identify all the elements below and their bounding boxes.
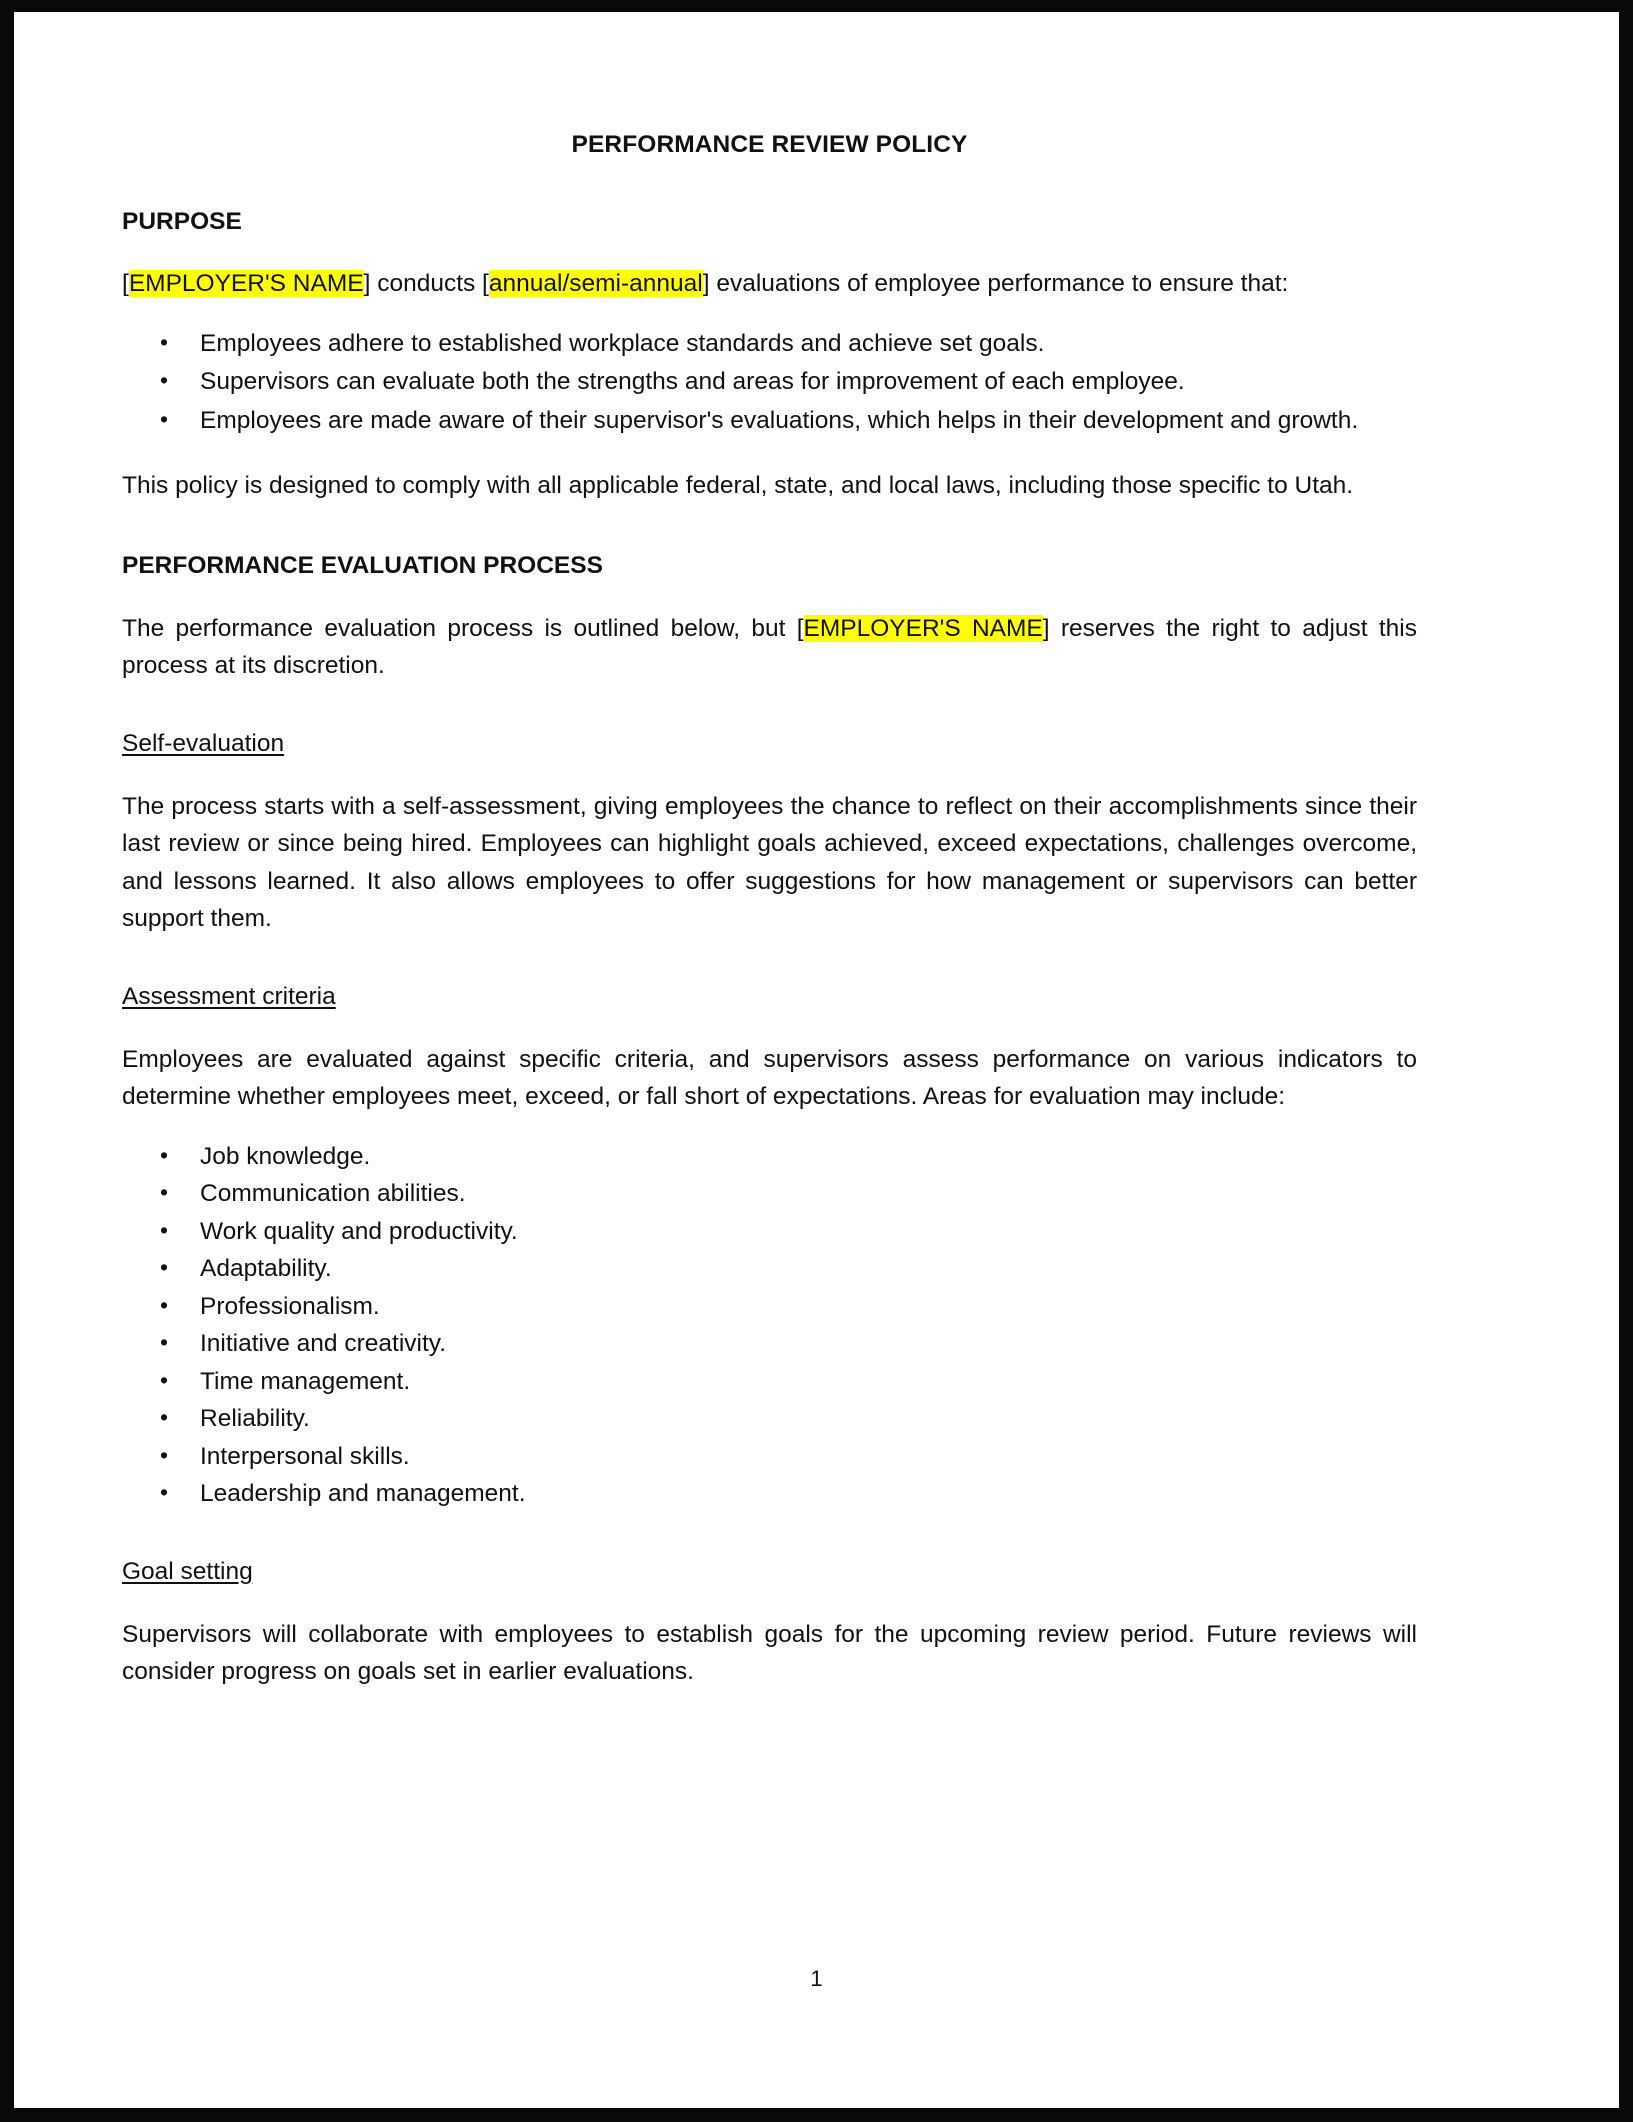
purpose-intro-tail: ] evaluations of employee performance to ensure that: — [702, 270, 1289, 298]
sub-heading-self-evaluation — [122, 727, 1417, 760]
sub-heading-assessment-criteria — [122, 980, 1417, 1013]
document-body — [122, 112, 1417, 1691]
self-evaluation-paragraph: The process starts with a self-assessment, giving employees the chance to reflect on their accomplishments since their last review or since being hired. Employees can highlight goals achieved, exceed expectations, challenges overcome, and lessons learned. It also allows employees to offer suggestions for how management or supervisors can better support them. — [122, 792, 1417, 933]
list-item: • Adaptability. — [122, 1250, 1417, 1287]
compliance-paragraph: This policy is designed to comply with all applicable federal, state, and local laws, including those specific to Utah. — [122, 472, 1354, 500]
list-item: • Employees are made aware of their supervisor's evaluations, which helps in their development and growth. — [122, 402, 1417, 439]
sub-heading-goal-setting — [122, 1555, 1417, 1588]
page-number-footer: 1 — [810, 1966, 823, 1991]
assessment-criteria-paragraph: Employees are evaluated against specific criteria, and supervisors assess performance on various indicators to determine whether employees meet, exceed, or fall short of expectations. Areas for evaluation may include: — [122, 1045, 1417, 1111]
section-heading-purpose: PURPOSE — [122, 207, 242, 235]
placeholder-employer-name: EMPLOYER'S NAME — [128, 270, 364, 298]
list-item: • Employees adhere to established workplace standards and achieve set goals. — [122, 325, 1417, 362]
placeholder-employer-name: EMPLOYER'S NAME — [803, 614, 1043, 642]
goal-setting-paragraph: Supervisors will collaborate with employees to establish goals for the upcoming review period. Future reviews will consider progress on goals set in earlier evaluations. — [122, 1620, 1417, 1686]
placeholder-review-frequency: annual/semi-annual — [488, 270, 703, 298]
list-item: • Supervisors can evaluate both the strengths and areas for improvement of each employee. — [122, 363, 1417, 400]
list-item: • Job knowledge. — [122, 1138, 1417, 1175]
evaluation-intro-head: The performance evaluation process is outlined below, but [ — [122, 614, 804, 642]
list-item: • Communication abilities. — [122, 1175, 1417, 1212]
list-item: • Initiative and creativity. — [122, 1325, 1417, 1362]
sub-heading-assessment-criteria-label: Assessment criteria — [122, 982, 336, 1010]
purpose-intro-paragraph — [122, 265, 1417, 302]
section-heading-evaluation-process: PERFORMANCE EVALUATION PROCESS — [122, 551, 603, 579]
list-item: • Work quality and productivity. — [122, 1213, 1417, 1250]
list-item: • Reliability. — [122, 1400, 1417, 1437]
evaluation-intro-tail: ] reserves the right to adjust this process at its discretion. — [122, 614, 1418, 680]
assessment-criteria-list — [122, 1138, 1417, 1513]
list-item: • Professionalism. — [122, 1288, 1417, 1325]
bracket-open: [ — [122, 270, 129, 298]
list-item: • Time management. — [122, 1363, 1417, 1400]
purpose-bullet-list — [122, 325, 1417, 439]
list-item: • Leadership and management. — [122, 1475, 1417, 1512]
document-page — [14, 12, 1619, 2108]
page-title: PERFORMANCE REVIEW POLICY — [571, 131, 968, 158]
sub-heading-goal-setting-label: Goal setting — [122, 1557, 253, 1585]
evaluation-process-intro-paragraph — [122, 610, 1417, 685]
purpose-intro-middle: ] conducts [ — [363, 270, 489, 298]
list-item: • Interpersonal skills. — [122, 1438, 1417, 1475]
sub-heading-self-evaluation-label: Self-evaluation — [122, 729, 285, 757]
